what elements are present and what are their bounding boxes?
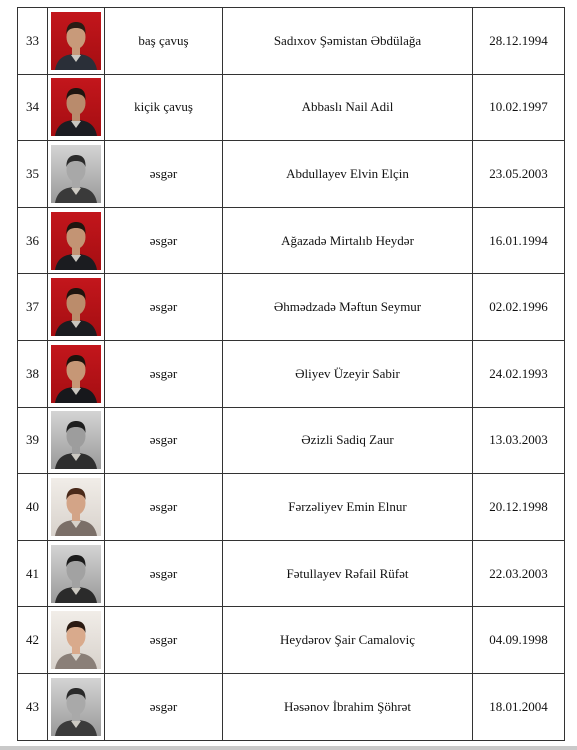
full-name: Abdullayev Elvin Elçin [223, 141, 473, 208]
full-name: Abbaslı Nail Adil [223, 74, 473, 141]
table-row [18, 74, 565, 141]
portrait-photo [51, 678, 101, 736]
table-row [18, 607, 565, 674]
full-name: Fətullayev Rəfail Rüfət [223, 540, 473, 607]
rank: kiçik çavuş [105, 74, 223, 141]
portrait-silhouette [51, 212, 101, 270]
row-number: 39 [18, 407, 48, 474]
row-number: 37 [18, 274, 48, 341]
portrait-photo [51, 278, 101, 336]
row-number: 38 [18, 340, 48, 407]
photo-cell [48, 407, 105, 474]
table-row [18, 407, 565, 474]
rank: əsgər [105, 207, 223, 274]
full-name: Fərzəliyev Emin Elnur [223, 474, 473, 541]
portrait-photo [51, 78, 101, 136]
portrait-photo [51, 478, 101, 536]
photo-cell [48, 274, 105, 341]
full-name: Heydərov Şair Camaloviç [223, 607, 473, 674]
birth-date: 20.12.1998 [473, 474, 565, 541]
row-number: 36 [18, 207, 48, 274]
portrait-silhouette [51, 411, 101, 469]
table-row [18, 340, 565, 407]
full-name: Sadıxov Şəmistan Əbdülağa [223, 8, 473, 75]
personnel-table-body [18, 8, 565, 741]
table-row [18, 540, 565, 607]
table-row [18, 474, 565, 541]
photo-cell [48, 607, 105, 674]
birth-date: 13.03.2003 [473, 407, 565, 474]
photo-cell [48, 673, 105, 740]
portrait-silhouette [51, 145, 101, 203]
portrait-photo [51, 212, 101, 270]
table-row [18, 141, 565, 208]
row-number: 33 [18, 8, 48, 75]
photo-cell [48, 141, 105, 208]
portrait-silhouette [51, 611, 101, 669]
page-bottom-edge [0, 746, 577, 750]
row-number: 41 [18, 540, 48, 607]
rank: əsgər [105, 407, 223, 474]
rank: əsgər [105, 274, 223, 341]
portrait-silhouette [51, 678, 101, 736]
full-name: Həsənov İbrahim Şöhrət [223, 673, 473, 740]
rank: əsgər [105, 607, 223, 674]
rank: əsgər [105, 474, 223, 541]
photo-cell [48, 540, 105, 607]
birth-date: 04.09.1998 [473, 607, 565, 674]
birth-date: 23.05.2003 [473, 141, 565, 208]
photo-cell [48, 340, 105, 407]
portrait-photo [51, 545, 101, 603]
personnel-table [17, 7, 565, 741]
photo-cell [48, 474, 105, 541]
portrait-silhouette [51, 478, 101, 536]
photo-cell [48, 207, 105, 274]
table-row [18, 207, 565, 274]
birth-date: 22.03.2003 [473, 540, 565, 607]
portrait-silhouette [51, 78, 101, 136]
rank: baş çavuş [105, 8, 223, 75]
portrait-photo [51, 12, 101, 70]
birth-date: 16.01.1994 [473, 207, 565, 274]
portrait-silhouette [51, 278, 101, 336]
portrait-silhouette [51, 12, 101, 70]
table-row [18, 274, 565, 341]
portrait-silhouette [51, 545, 101, 603]
row-number: 42 [18, 607, 48, 674]
full-name: Əliyev Üzeyir Sabir [223, 340, 473, 407]
photo-cell [48, 8, 105, 75]
rank: əsgər [105, 673, 223, 740]
portrait-silhouette [51, 345, 101, 403]
row-number: 40 [18, 474, 48, 541]
birth-date: 18.01.2004 [473, 673, 565, 740]
portrait-photo [51, 411, 101, 469]
portrait-photo [51, 611, 101, 669]
full-name: Əzizli Sadiq Zaur [223, 407, 473, 474]
photo-cell [48, 74, 105, 141]
table-row [18, 8, 565, 75]
table-row [18, 673, 565, 740]
full-name: Ağazadə Mirtalıb Heydər [223, 207, 473, 274]
birth-date: 28.12.1994 [473, 8, 565, 75]
birth-date: 02.02.1996 [473, 274, 565, 341]
birth-date: 10.02.1997 [473, 74, 565, 141]
full-name: Əhmədzadə Məftun Seymur [223, 274, 473, 341]
portrait-photo [51, 145, 101, 203]
row-number: 43 [18, 673, 48, 740]
rank: əsgər [105, 340, 223, 407]
birth-date: 24.02.1993 [473, 340, 565, 407]
portrait-photo [51, 345, 101, 403]
rank: əsgər [105, 141, 223, 208]
row-number: 35 [18, 141, 48, 208]
row-number: 34 [18, 74, 48, 141]
rank: əsgər [105, 540, 223, 607]
